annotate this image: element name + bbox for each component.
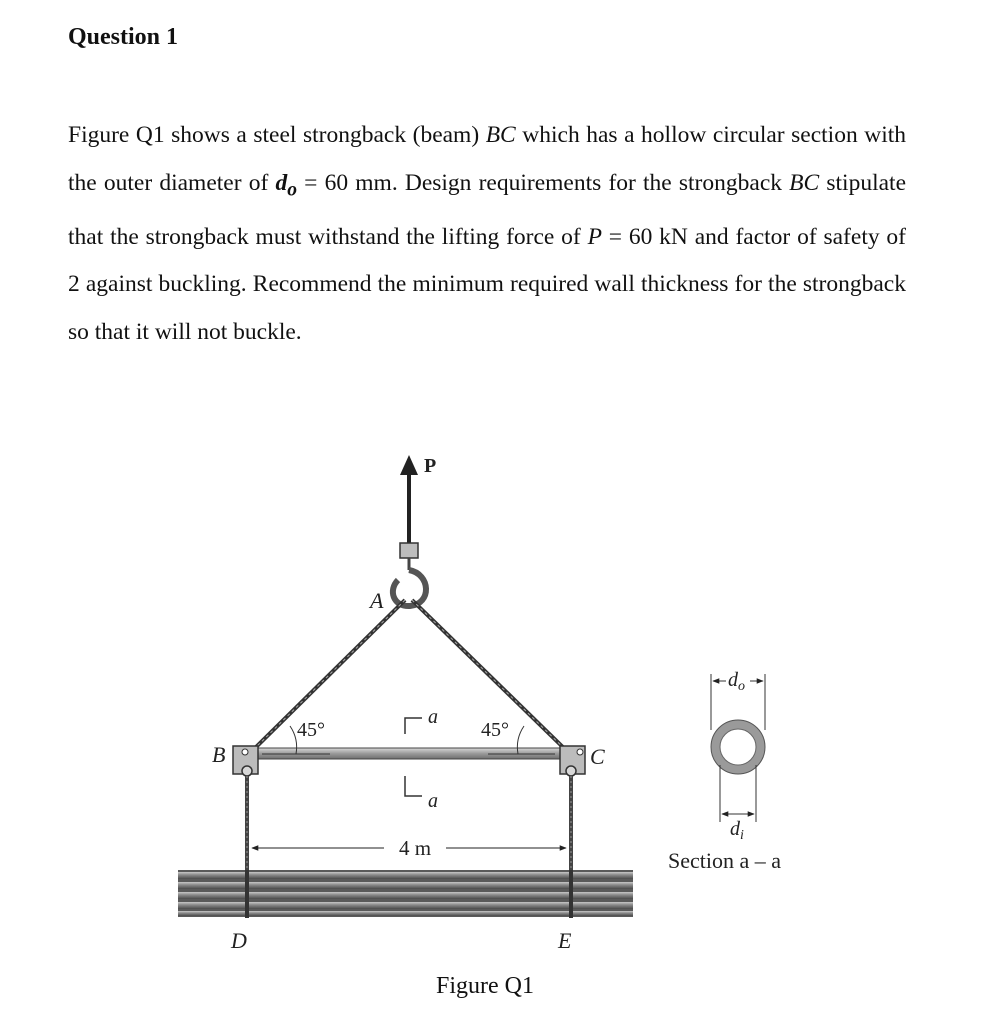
point-e-label: E xyxy=(558,928,572,953)
angle-right-label: 45° xyxy=(481,719,509,741)
question-text-part-4: stipulate that the strongback must withstand the lifting force of xyxy=(68,169,906,250)
point-a-label: A xyxy=(370,588,384,613)
shackle-block xyxy=(400,543,418,558)
section-title: Section a – a xyxy=(668,848,782,873)
end-bracket-b xyxy=(233,746,258,776)
sling-cables xyxy=(247,600,572,756)
lifting-force-arrow xyxy=(400,455,418,543)
question-text-part-2: which has a hollow circular section with the outer diameter of xyxy=(68,122,907,196)
outer-diameter-label: $d_o$ xyxy=(728,669,745,694)
force-label: P xyxy=(424,455,437,477)
point-b-label: B xyxy=(212,742,226,767)
span-label: 4 m xyxy=(398,836,432,860)
question-heading: Question 1 xyxy=(68,24,179,50)
section-cut-top-label: a xyxy=(428,706,438,728)
question-text-part-1: Figure Q1 shows a steel strongback (beam) xyxy=(68,122,486,148)
figure-caption: Figure Q1 xyxy=(436,973,534,999)
inner-diameter-label: $d_i$ xyxy=(730,818,744,843)
beam-label-bc-2: BC xyxy=(789,169,820,196)
outer-diameter-symbol: $d_o$ xyxy=(275,169,297,201)
point-d-label: D xyxy=(231,928,247,953)
question-text xyxy=(68,112,906,356)
figure-q1-diagram xyxy=(0,430,1008,970)
end-bracket-c xyxy=(560,746,585,776)
force-symbol: P xyxy=(587,223,602,250)
beam-label-bc: BC xyxy=(485,122,516,148)
hollow-circular-section xyxy=(711,720,765,774)
angle-left-label: 45° xyxy=(297,719,325,741)
hook xyxy=(393,570,426,606)
question-text-part-3: = 60 mm. Design requirements for the strongback xyxy=(297,169,790,196)
point-c-label: C xyxy=(590,744,605,769)
question-text-part-5: = 60 kN and factor of safety of 2 against buckling. Recommend the minimum required wall thickness for the strongback so that it will not buckle. xyxy=(68,223,906,345)
section-cut-bottom-label: a xyxy=(428,790,438,812)
